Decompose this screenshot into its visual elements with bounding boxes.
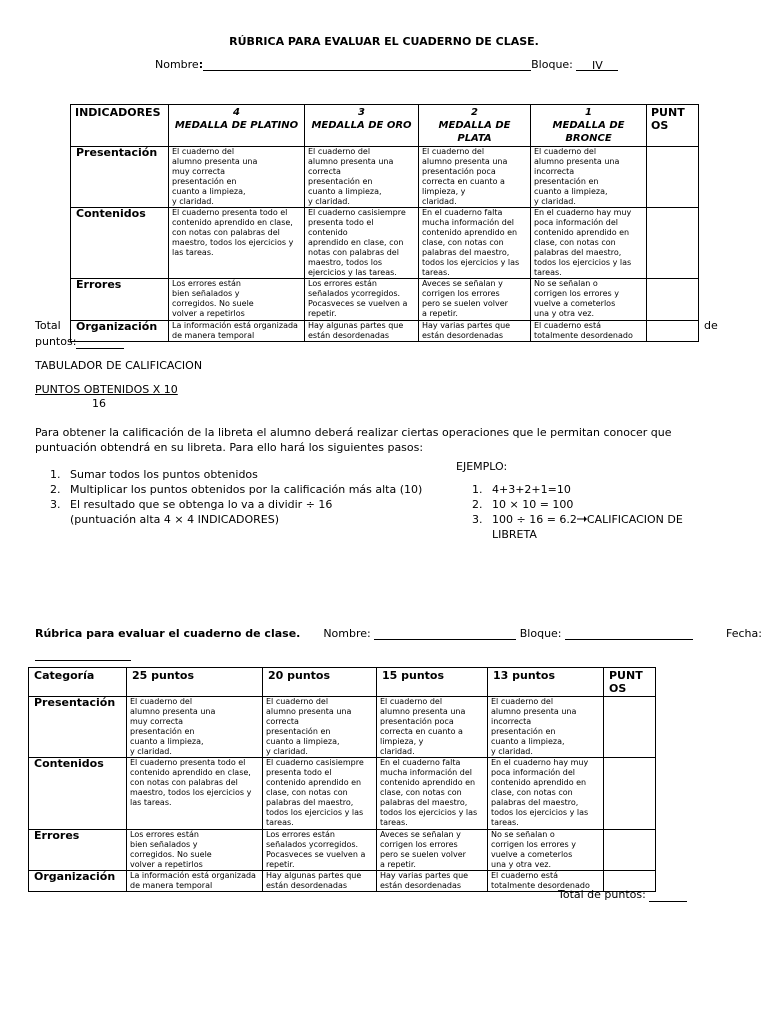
header-level-2: 2 MEDALLA DE PLATA — [419, 105, 531, 147]
cell-level-3: El cuaderno casisiempre presenta todo el contenido aprendido en clase, con notas con palabras del maestro, todos los ejercicios y las tareas. — [305, 208, 419, 279]
formula-denominator: 16 — [92, 397, 106, 410]
cell-20: Hay algunas partes que están desordenadas — [263, 871, 377, 892]
steps-list — [50, 467, 450, 527]
category-contenidos: Contenidos — [71, 208, 169, 279]
puntos-label: puntos: — [35, 335, 77, 348]
total-de-label: de — [704, 319, 718, 332]
cell-level-2: En el cuaderno falta mucha información del contenido aprendido en clase, con notas con palabras del maestro, todos los ejercicios y las tareas. — [419, 208, 531, 279]
total-label: Total — [35, 319, 61, 332]
cell-level-3: Los errores están señalados ycorregidos. Pocasveces se vuelven a repetir. — [305, 279, 419, 321]
cell-level-2: Hay varias partes que están desordenadas — [419, 321, 531, 342]
puntos-line — [35, 334, 124, 349]
score-cell[interactable] — [604, 758, 656, 830]
fecha-field[interactable] — [35, 642, 131, 661]
example-result-label: CALIFICACION DE LIBRETA — [492, 513, 683, 541]
list-item: 3. 100 ÷ 16 = 6.2 CALIFICACION DE LIBRETA — [472, 513, 683, 541]
bloque-field-2[interactable] — [565, 628, 693, 640]
category-organizacion: Organización — [71, 321, 169, 342]
fecha-label: Fecha: — [726, 627, 762, 640]
arrow-right-icon — [577, 511, 587, 517]
header-categoria: Categoría — [29, 668, 127, 697]
cell-15: Aveces se señalan y corrigen los errores pero se suelen volver a repetir. — [377, 830, 488, 871]
bloque-field[interactable] — [576, 59, 618, 71]
example-list — [472, 482, 732, 542]
table-row — [71, 279, 699, 321]
total-points-field-2[interactable] — [649, 890, 687, 902]
example-label: EJEMPLO: — [456, 460, 508, 473]
table-row — [71, 321, 699, 342]
page-title: RÚBRICA PARA EVALUAR EL CUADERNO DE CLASE. — [229, 35, 539, 48]
category-contenidos: Contenidos — [29, 758, 127, 830]
header-15-puntos: 15 puntos — [377, 668, 488, 697]
cell-15: El cuaderno del alumno presenta una presentación poca correcta en cuanto a limpieza, y claridad. — [377, 697, 488, 758]
cell-level-1: En el cuaderno hay muy poca información del contenido aprendido en clase, con notas con palabras del maestro, todos los ejercicios y las tareas. — [531, 208, 647, 279]
cell-level-2: El cuaderno del alumno presenta una presentación poca correcta en cuanto a limpieza, y claridad. — [419, 147, 531, 208]
second-title: Rúbrica para evaluar el cuaderno de clase. — [35, 627, 301, 640]
cell-25: La información está organizada de manera temporal — [127, 871, 263, 892]
list-item: 1. 4+3+2+1=10 — [472, 483, 571, 496]
nombre-label: Nombre — [155, 58, 199, 71]
table-row — [71, 147, 699, 208]
list-item: 1. Sumar todos los puntos obtenidos — [50, 468, 258, 481]
rubric-table-points — [28, 667, 656, 892]
cell-level-4: El cuaderno presenta todo el contenido aprendido en clase, con notas con palabras del maestro, todos los ejercicios y las tareas. — [169, 208, 305, 279]
tabulador-title: TABULADOR DE CALIFICACION — [35, 359, 203, 372]
table-row — [29, 758, 656, 830]
cell-level-3: Hay algunas partes que están desordenadas — [305, 321, 419, 342]
cell-level-2: Aveces se señalan y corrigen los errores pero se suelen volver a repetir. — [419, 279, 531, 321]
cell-15: Hay varias partes que están desordenadas — [377, 871, 488, 892]
formula-numerator: PUNTOS OBTENIDOS X 10 — [35, 383, 178, 396]
total-label-2: Total de puntos: — [558, 888, 646, 901]
cell-20: El cuaderno casisiempre presenta todo el contenido aprendido en clase, con notas con palabras del maestro, todos los ejercicios y las tareas. — [263, 758, 377, 830]
list-item: 2. 10 × 10 = 100 — [472, 498, 574, 511]
header-level-4: 4 MEDALLA DE PLATINO — [169, 105, 305, 147]
header-level-1: 1 MEDALLA DE BRONCE — [531, 105, 647, 147]
bloque-label: Bloque: — [531, 58, 573, 71]
cell-13: En el cuaderno hay muy poca información del contenido aprendido en clase, con notas con palabras del maestro, todos los ejercicios y las tareas. — [488, 758, 604, 830]
score-cell[interactable] — [647, 208, 699, 279]
cell-level-1: No se señalan o corrigen los errores y vuelve a cometerlos una y otra vez. — [531, 279, 647, 321]
cell-13: El cuaderno del alumno presenta una incorrecta presentación en cuanto a limpieza, y claridad. — [488, 697, 604, 758]
table-row — [29, 697, 656, 758]
nombre-colon: : — [198, 58, 204, 71]
score-cell[interactable] — [647, 147, 699, 208]
table-row — [29, 830, 656, 871]
cell-level-4: Los errores están bien señalados y corregidos. No suele volver a repetirlos — [169, 279, 305, 321]
cell-level-4: La información está organizada de manera temporal — [169, 321, 305, 342]
cell-13: No se señalan o corrigen los errores y vuelve a cometerlos una y otra vez. — [488, 830, 604, 871]
example-result: 100 ÷ 16 = 6.2 — [492, 513, 577, 526]
header-level-3: 3 MEDALLA DE ORO — [305, 105, 419, 147]
cell-25: Los errores están bien señalados y corregidos. No suele volver a repetirlos — [127, 830, 263, 871]
list-item: 2. Multiplicar los puntos obtenidos por la calificación más alta (10) — [50, 483, 423, 496]
second-header-line — [35, 627, 762, 640]
nombre-label-2: Nombre: — [323, 627, 371, 640]
header-indicadores: INDICADORES — [71, 105, 169, 147]
table-row — [71, 208, 699, 279]
score-cell[interactable] — [604, 697, 656, 758]
header-20-puntos: 20 puntos — [263, 668, 377, 697]
name-bloque-line — [155, 58, 618, 71]
category-presentacion: Presentación — [71, 147, 169, 208]
header-puntos: PUNT OS — [647, 105, 699, 147]
nombre-field[interactable] — [203, 59, 531, 71]
nombre-field-2[interactable] — [374, 628, 516, 640]
cell-level-1: El cuaderno del alumno presenta una incorrecta presentación en cuanto a limpieza, y claridad. — [531, 147, 647, 208]
category-organizacion: Organización — [29, 871, 127, 892]
total-points-field[interactable] — [76, 337, 124, 349]
bloque-value: IV — [592, 59, 603, 72]
cell-25: El cuaderno del alumno presenta una muy correcta presentación en cuanto a limpieza, y claridad. — [127, 697, 263, 758]
bloque-label-2: Bloque: — [519, 627, 562, 640]
cell-level-3: El cuaderno del alumno presenta una correcta presentación en cuanto a limpieza, y claridad. — [305, 147, 419, 208]
table-header-row — [71, 105, 699, 147]
header-13-puntos: 13 puntos — [488, 668, 604, 697]
instructions-paragraph: Para obtener la calificación de la libreta el alumno deberá realizar ciertas operaciones que le permitan conocer que puntuación obtendrá en su libreta. Para ello hará los siguientes pasos: — [35, 426, 672, 454]
cell-20: El cuaderno del alumno presenta una correcta presentación en cuanto a limpieza, y claridad. — [263, 697, 377, 758]
category-errores: Errores — [29, 830, 127, 871]
header-puntos-2: PUNT OS — [604, 668, 656, 697]
score-cell[interactable] — [647, 279, 699, 321]
cell-13: El cuaderno está totalmente desordenado — [488, 871, 604, 892]
cell-level-4: El cuaderno del alumno presenta una muy correcta presentación en cuanto a limpieza, y claridad. — [169, 147, 305, 208]
score-cell[interactable] — [647, 321, 699, 342]
table-header-row — [29, 668, 656, 697]
header-25-puntos: 25 puntos — [127, 668, 263, 697]
category-presentacion: Presentación — [29, 697, 127, 758]
cell-20: Los errores están señalados ycorregidos. Pocasveces se vuelven a repetir. — [263, 830, 377, 871]
cell-25: El cuaderno presenta todo el contenido aprendido en clase, con notas con palabras del maestro, todos los ejercicios y las tareas. — [127, 758, 263, 830]
total-points-line-2 — [558, 887, 687, 902]
score-cell[interactable] — [604, 830, 656, 871]
category-errores: Errores — [71, 279, 169, 321]
rubric-table-medals — [70, 104, 699, 342]
list-item: 3. El resultado que se obtenga lo va a dividir ÷ 16 (puntuación alta 4 × 4 INDICADORES) — [50, 498, 333, 526]
cell-level-1: El cuaderno está totalmente desordenado — [531, 321, 647, 342]
cell-15: En el cuaderno falta mucha información del contenido aprendido en clase, con notas con palabras del maestro, todos los ejercicios y las tareas. — [377, 758, 488, 830]
